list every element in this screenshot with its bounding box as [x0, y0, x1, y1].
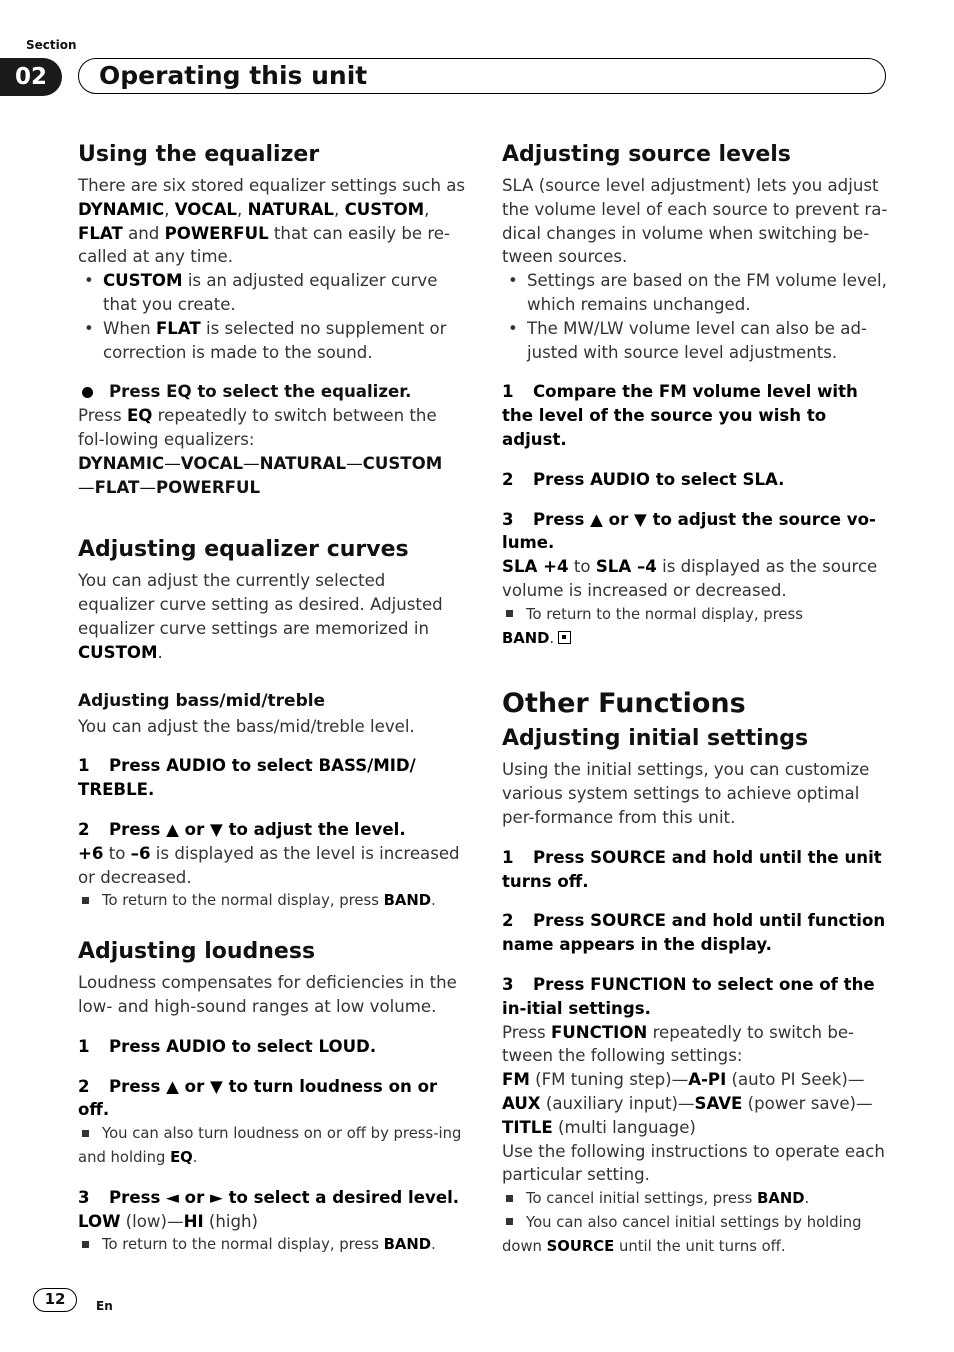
source-note: To return to the normal display, press BAND. — [502, 605, 803, 647]
initial-step-1: 1 Press SOURCE and hold until the unit turns off. — [502, 847, 882, 891]
source-text: SLA (source level adjustment) lets you adjust the volume level of each source to prevent ra-dical changes in volume when switching be-tween sources. — [502, 176, 888, 267]
source-step-3: 3 Press ▲ or ▼ to adjust the source vo-lume. — [502, 509, 876, 553]
left-column — [78, 140, 466, 1257]
end-mark-icon — [558, 631, 571, 644]
loudness-text: Loudness compensates for deficiencies in the low- and high-sound ranges at low volume. — [78, 973, 457, 1016]
right-column — [502, 140, 890, 1258]
source-step-1: 1 Compare the FM volume level with the level of the source you wish to adjust. — [502, 382, 858, 449]
initial-note-1: To cancel initial settings, press BAND. — [502, 1187, 890, 1211]
bullet-fm-volume: • Settings are based on the FM volume level, which remains unchanged. — [502, 269, 890, 317]
section-title-box — [78, 58, 886, 94]
equalizer-sequence: DYNAMIC—VOCAL—NATURAL—CUSTOM —FLAT—POWERFUL — [78, 453, 443, 497]
initial-note-2: You can also cancel initial settings by holding down SOURCE until the unit turns off. — [502, 1213, 862, 1255]
equalizer-bullets — [78, 269, 466, 364]
loudness-step-1: 1 Press AUDIO to select LOUD. — [78, 1036, 377, 1056]
source-bullets — [502, 269, 890, 364]
step-press-eq: Press EQ to select the equalizer. — [78, 380, 466, 404]
section-number-tab: 02 — [0, 58, 62, 96]
bass-mid-treble-text: You can adjust the bass/mid/treble level. — [78, 716, 415, 736]
source-step-2: 2 Press AUDIO to select SLA. — [502, 469, 785, 489]
source-step-3-text: SLA +4 to SLA –4 is displayed as the source volume is increased or decreased. — [502, 557, 878, 600]
initial-step-2: 2 Press SOURCE and hold until function name appears in the display. — [502, 911, 886, 955]
heading-loudness: Adjusting loudness — [78, 939, 316, 965]
initial-step-3-text: Press FUNCTION repeatedly to switch be-tween the following settings: — [502, 1022, 855, 1066]
heading-source-levels: Adjusting source levels — [502, 142, 791, 167]
curves-text: You can adjust the currently selected equalizer curve setting as desired. Adjusted equalizer curve settings are memorized in CUSTOM. — [78, 571, 443, 662]
loudness-step-3: 3 Press ◄ or ► to select a desired level. — [78, 1187, 460, 1207]
heading-initial-settings: Adjusting initial settings — [502, 726, 809, 752]
equalizer-intro: There are six stored equalizer settings such as DYNAMIC, VOCAL, NATURAL, CUSTOM, FLAT and POWERFUL that can easily be re-called at any time. — [78, 176, 466, 267]
curves-note: To return to the normal display, press BAND. — [78, 889, 466, 913]
loudness-note-2: To return to the normal display, press BAND. — [78, 1233, 466, 1257]
heading-equalizer-curves: Adjusting equalizer curves — [78, 537, 409, 563]
loudness-step-3-text: LOW (low)—HI (high) — [78, 1211, 259, 1231]
curves-step-1: 1 Press AUDIO to select BASS/MID/ TREBLE. — [78, 756, 416, 800]
loudness-note-1: You can also turn loudness on or off by press-ing and holding EQ. — [78, 1125, 462, 1166]
bullet-mw-lw: • The MW/LW volume level can also be ad-justed with source level adjustments. — [502, 317, 890, 365]
loudness-step-2: 2 Press ▲ or ▼ to turn loudness on or off. — [78, 1076, 438, 1120]
bullet-custom: • CUSTOM is an adjusted equalizer curve that you create. — [78, 269, 466, 317]
curves-step-2: 2 Press ▲ or ▼ to adjust the level. — [78, 819, 406, 839]
language-label: En — [96, 1299, 113, 1313]
heading-using-equalizer: Using the equalizer — [78, 142, 320, 167]
bullet-flat: • When FLAT is selected no supplement or correction is made to the sound. — [78, 317, 466, 365]
initial-settings-text: Using the initial settings, you can customize various system settings to achieve optimal per-formance from this unit. — [502, 760, 870, 827]
heading-other-functions: Other Functions — [502, 688, 746, 720]
curves-step-2-text: +6 to –6 is displayed as the level is increased or decreased. — [78, 843, 460, 887]
initial-settings-list: FM (FM tuning step)—A-PI (auto PI Seek)—AUX (auxiliary input)—SAVE (power save)—TITLE (multi language) — [502, 1070, 873, 1137]
subheading-bass-mid-treble: Adjusting bass/mid/treble — [78, 690, 326, 711]
section-label: Section — [26, 38, 77, 52]
page-number: 12 — [33, 1288, 77, 1312]
equalizer-step-text: Press EQ repeatedly to switch between the fol-lowing equalizers: — [78, 406, 437, 449]
section-title: Operating this unit — [99, 61, 368, 90]
initial-instructions: Use the following instructions to operate each particular setting. — [502, 1141, 885, 1185]
initial-step-3: 3 Press FUNCTION to select one of the in-itial settings. — [502, 974, 875, 1018]
